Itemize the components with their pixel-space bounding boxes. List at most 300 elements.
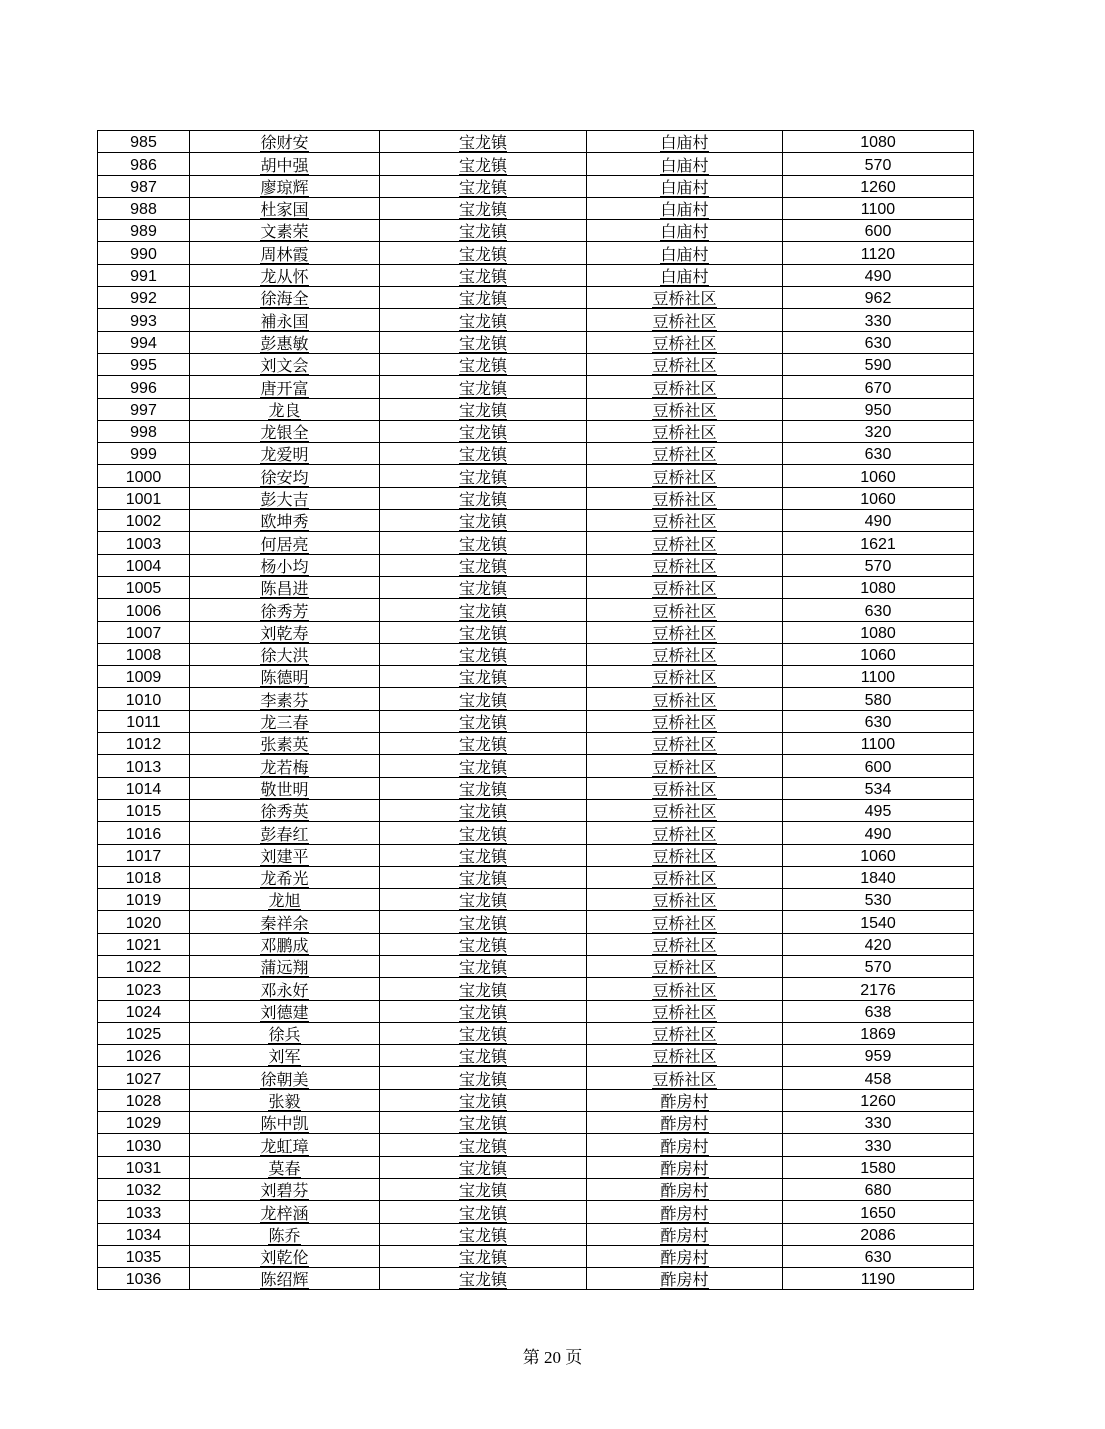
town-text: 宝龙镇 (458, 556, 507, 576)
town-cell (380, 889, 587, 911)
name-cell (190, 666, 380, 688)
town-cell (380, 666, 587, 688)
name-cell (190, 1223, 380, 1245)
row-number-cell: 995 (98, 353, 190, 375)
village-text: 豆桥社区 (652, 1002, 717, 1022)
row-number-cell: 1036 (98, 1268, 190, 1290)
town-cell (380, 264, 587, 286)
village-text: 豆桥社区 (652, 668, 717, 688)
name-cell (190, 599, 380, 621)
amount-cell: 570 (783, 153, 974, 175)
village-text: 豆桥社区 (652, 556, 717, 576)
name-text: 龙虹璋 (260, 1136, 309, 1156)
village-cell (587, 643, 783, 665)
town-text: 宝龙镇 (458, 1114, 507, 1134)
table-row (98, 131, 974, 153)
name-text: 邓鹏成 (260, 935, 309, 955)
village-cell (587, 331, 783, 353)
table-row (98, 978, 974, 1000)
name-text: 文素荣 (260, 222, 309, 242)
name-text: 刘建平 (260, 846, 309, 866)
row-number-cell: 990 (98, 242, 190, 264)
row-number-cell: 999 (98, 443, 190, 465)
village-cell (587, 309, 783, 331)
town-text: 宝龙镇 (458, 1069, 507, 1089)
row-number-cell: 1023 (98, 978, 190, 1000)
village-cell (587, 1089, 783, 1111)
amount-cell: 680 (783, 1178, 974, 1200)
town-cell (380, 933, 587, 955)
town-cell (380, 1045, 587, 1067)
village-cell (587, 398, 783, 420)
table-row (98, 175, 974, 197)
name-text: 刘乾伦 (260, 1248, 309, 1268)
row-number-cell: 1027 (98, 1067, 190, 1089)
village-text: 白庙村 (660, 177, 709, 197)
town-text: 宝龙镇 (458, 1248, 507, 1268)
name-text: 陈昌进 (260, 579, 309, 599)
amount-cell: 1060 (783, 643, 974, 665)
amount-cell: 490 (783, 264, 974, 286)
town-text: 宝龙镇 (458, 1136, 507, 1156)
town-text: 宝龙镇 (458, 333, 507, 353)
name-text: 莫春 (268, 1158, 301, 1178)
name-text: 陈乔 (268, 1225, 301, 1245)
town-text: 宝龙镇 (458, 935, 507, 955)
village-text: 白庙村 (660, 267, 709, 287)
name-text: 刘军 (268, 1047, 301, 1067)
amount-cell: 630 (783, 331, 974, 353)
town-text: 宝龙镇 (458, 1225, 507, 1245)
amount-cell: 630 (783, 1245, 974, 1267)
village-text: 豆桥社区 (652, 378, 717, 398)
name-text: 龙银全 (260, 423, 309, 443)
amount-cell: 1100 (783, 197, 974, 219)
village-cell (587, 287, 783, 309)
village-text: 豆桥社区 (652, 289, 717, 309)
town-text: 宝龙镇 (458, 713, 507, 733)
village-text: 豆桥社区 (652, 490, 717, 510)
village-text: 豆桥社区 (652, 311, 717, 331)
town-text: 宝龙镇 (458, 490, 507, 510)
name-cell (190, 1000, 380, 1022)
name-cell (190, 621, 380, 643)
name-text: 徐安均 (260, 467, 309, 487)
village-text: 豆桥社区 (652, 846, 717, 866)
name-cell (190, 733, 380, 755)
amount-cell: 630 (783, 710, 974, 732)
name-cell (190, 1178, 380, 1200)
town-cell (380, 131, 587, 153)
table-row (98, 197, 974, 219)
name-cell (190, 911, 380, 933)
amount-cell: 1650 (783, 1201, 974, 1223)
name-cell (190, 420, 380, 442)
name-cell (190, 353, 380, 375)
name-text: 李素芬 (260, 690, 309, 710)
amount-cell: 950 (783, 398, 974, 420)
village-cell (587, 955, 783, 977)
village-text: 豆桥社区 (652, 1047, 717, 1067)
town-cell (380, 398, 587, 420)
name-text: 廖琼辉 (260, 177, 309, 197)
town-cell (380, 799, 587, 821)
village-cell (587, 1201, 783, 1223)
row-number-cell: 998 (98, 420, 190, 442)
name-cell (190, 443, 380, 465)
table-body (98, 131, 974, 1290)
name-text: 张毅 (268, 1092, 301, 1112)
village-cell (587, 1268, 783, 1290)
village-text: 豆桥社区 (652, 1025, 717, 1045)
village-text: 豆桥社区 (652, 646, 717, 666)
table-row (98, 1156, 974, 1178)
town-cell (380, 554, 587, 576)
village-text: 酢房村 (660, 1114, 709, 1134)
village-cell (587, 1178, 783, 1200)
name-text: 刘碧芬 (260, 1181, 309, 1201)
row-number-cell: 1005 (98, 576, 190, 598)
row-number-cell: 1029 (98, 1112, 190, 1134)
village-cell (587, 532, 783, 554)
table-row (98, 911, 974, 933)
row-number-cell: 1011 (98, 710, 190, 732)
row-number-cell: 1002 (98, 510, 190, 532)
town-text: 宝龙镇 (458, 779, 507, 799)
table-row (98, 576, 974, 598)
amount-cell: 490 (783, 822, 974, 844)
table-row (98, 733, 974, 755)
row-number-cell: 1022 (98, 955, 190, 977)
row-number-cell: 993 (98, 309, 190, 331)
town-text: 宝龙镇 (458, 668, 507, 688)
amount-cell: 2086 (783, 1223, 974, 1245)
name-cell (190, 799, 380, 821)
table-row (98, 710, 974, 732)
name-cell (190, 376, 380, 398)
town-cell (380, 822, 587, 844)
name-text: 邓永好 (260, 980, 309, 1000)
town-text: 宝龙镇 (458, 534, 507, 554)
row-number-cell: 1035 (98, 1245, 190, 1267)
village-cell (587, 487, 783, 509)
amount-cell: 458 (783, 1067, 974, 1089)
village-text: 豆桥社区 (652, 802, 717, 822)
village-cell (587, 688, 783, 710)
town-cell (380, 1112, 587, 1134)
name-text: 彭惠敏 (260, 333, 309, 353)
town-text: 宝龙镇 (458, 913, 507, 933)
name-text: 刘乾寿 (260, 623, 309, 643)
town-text: 宝龙镇 (458, 824, 507, 844)
name-cell (190, 465, 380, 487)
row-number-cell: 1001 (98, 487, 190, 509)
town-text: 宝龙镇 (458, 244, 507, 264)
name-text: 龙从怀 (260, 267, 309, 287)
town-text: 宝龙镇 (458, 1002, 507, 1022)
village-cell (587, 978, 783, 1000)
town-text: 宝龙镇 (458, 133, 507, 153)
village-text: 酢房村 (660, 1225, 709, 1245)
town-text: 宝龙镇 (458, 200, 507, 220)
name-text: 彭春红 (260, 824, 309, 844)
name-text: 刘文会 (260, 356, 309, 376)
village-text: 豆桥社区 (652, 534, 717, 554)
village-cell (587, 666, 783, 688)
village-text: 豆桥社区 (652, 445, 717, 465)
village-text: 豆桥社区 (652, 333, 717, 353)
amount-cell: 330 (783, 1134, 974, 1156)
row-number-cell: 1006 (98, 599, 190, 621)
town-cell (380, 1022, 587, 1044)
row-number-cell: 1024 (98, 1000, 190, 1022)
village-cell (587, 1223, 783, 1245)
town-text: 宝龙镇 (458, 601, 507, 621)
name-text: 秦祥余 (260, 913, 309, 933)
name-text: 龙三春 (260, 713, 309, 733)
name-cell (190, 131, 380, 153)
name-text: 何居亮 (260, 534, 309, 554)
town-text: 宝龙镇 (458, 579, 507, 599)
amount-cell: 2176 (783, 978, 974, 1000)
town-cell (380, 376, 587, 398)
name-cell (190, 955, 380, 977)
amount-cell: 534 (783, 777, 974, 799)
name-cell (190, 532, 380, 554)
table-row (98, 1000, 974, 1022)
name-text: 龙旭 (268, 891, 301, 911)
name-text: 陈德明 (260, 668, 309, 688)
table-row (98, 599, 974, 621)
name-text: 蒲远翔 (260, 958, 309, 978)
village-text: 豆桥社区 (652, 980, 717, 1000)
table-row (98, 755, 974, 777)
town-cell (380, 1268, 587, 1290)
row-number-cell: 1017 (98, 844, 190, 866)
name-cell (190, 1268, 380, 1290)
town-text: 宝龙镇 (458, 400, 507, 420)
village-text: 豆桥社区 (652, 1069, 717, 1089)
name-cell (190, 175, 380, 197)
town-cell (380, 599, 587, 621)
amount-cell: 600 (783, 220, 974, 242)
row-number-cell: 1018 (98, 866, 190, 888)
amount-cell: 1080 (783, 621, 974, 643)
village-cell (587, 353, 783, 375)
name-cell (190, 1134, 380, 1156)
village-cell (587, 889, 783, 911)
village-cell (587, 197, 783, 219)
village-cell (587, 621, 783, 643)
village-text: 酢房村 (660, 1092, 709, 1112)
village-cell (587, 599, 783, 621)
town-cell (380, 1178, 587, 1200)
village-cell (587, 710, 783, 732)
name-text: 唐开富 (260, 378, 309, 398)
village-text: 豆桥社区 (652, 757, 717, 777)
table-row (98, 866, 974, 888)
village-text: 白庙村 (660, 244, 709, 264)
row-number-cell: 1025 (98, 1022, 190, 1044)
amount-cell: 580 (783, 688, 974, 710)
town-text: 宝龙镇 (458, 690, 507, 710)
table-row (98, 554, 974, 576)
amount-cell: 1080 (783, 131, 974, 153)
amount-cell: 1580 (783, 1156, 974, 1178)
table-row (98, 1178, 974, 1200)
name-text: 徐财安 (260, 133, 309, 153)
row-number-cell: 1016 (98, 822, 190, 844)
town-text: 宝龙镇 (458, 1025, 507, 1045)
name-text: 欧坤秀 (260, 512, 309, 532)
town-cell (380, 866, 587, 888)
town-cell (380, 331, 587, 353)
name-text: 敬世明 (260, 779, 309, 799)
village-text: 酢房村 (660, 1270, 709, 1290)
village-text: 酢房村 (660, 1136, 709, 1156)
village-cell (587, 131, 783, 153)
row-number-cell: 1009 (98, 666, 190, 688)
table-row (98, 1201, 974, 1223)
village-text: 豆桥社区 (652, 512, 717, 532)
table-row (98, 1268, 974, 1290)
village-text: 酢房村 (660, 1181, 709, 1201)
row-number-cell: 1030 (98, 1134, 190, 1156)
amount-cell: 320 (783, 420, 974, 442)
name-text: 徐大洪 (260, 646, 309, 666)
table-row (98, 353, 974, 375)
row-number-cell: 1010 (98, 688, 190, 710)
town-text: 宝龙镇 (458, 980, 507, 1000)
table-row (98, 465, 974, 487)
village-text: 豆桥社区 (652, 423, 717, 443)
village-text: 豆桥社区 (652, 824, 717, 844)
village-text: 豆桥社区 (652, 869, 717, 889)
name-text: 陈绍辉 (260, 1270, 309, 1290)
row-number-cell: 1034 (98, 1223, 190, 1245)
amount-cell: 638 (783, 1000, 974, 1022)
town-text: 宝龙镇 (458, 1158, 507, 1178)
table-row (98, 309, 974, 331)
table-row (98, 1223, 974, 1245)
name-text: 杜家国 (260, 200, 309, 220)
village-text: 白庙村 (660, 222, 709, 242)
village-text: 豆桥社区 (652, 623, 717, 643)
amount-cell: 630 (783, 443, 974, 465)
town-text: 宝龙镇 (458, 891, 507, 911)
amount-cell: 330 (783, 1112, 974, 1134)
table-row (98, 153, 974, 175)
table-row (98, 1089, 974, 1111)
town-text: 宝龙镇 (458, 177, 507, 197)
table-row (98, 1022, 974, 1044)
name-text: 周林霞 (260, 244, 309, 264)
table-row (98, 688, 974, 710)
village-cell (587, 220, 783, 242)
table-row (98, 331, 974, 353)
town-text: 宝龙镇 (458, 1270, 507, 1290)
name-cell (190, 688, 380, 710)
amount-cell: 1100 (783, 666, 974, 688)
name-text: 龙希光 (260, 869, 309, 889)
town-cell (380, 1089, 587, 1111)
name-cell (190, 1201, 380, 1223)
village-cell (587, 844, 783, 866)
village-cell (587, 777, 783, 799)
town-cell (380, 911, 587, 933)
table-row (98, 955, 974, 977)
row-number-cell: 1031 (98, 1156, 190, 1178)
village-cell (587, 1112, 783, 1134)
town-cell (380, 755, 587, 777)
table-row (98, 532, 974, 554)
name-cell (190, 242, 380, 264)
town-text: 宝龙镇 (458, 512, 507, 532)
town-cell (380, 465, 587, 487)
name-cell (190, 264, 380, 286)
name-cell (190, 331, 380, 353)
name-text: 杨小均 (260, 556, 309, 576)
village-text: 白庙村 (660, 155, 709, 175)
table-row (98, 1045, 974, 1067)
town-text: 宝龙镇 (458, 289, 507, 309)
town-cell (380, 643, 587, 665)
village-text: 豆桥社区 (652, 891, 717, 911)
table-row (98, 376, 974, 398)
row-number-cell: 1020 (98, 911, 190, 933)
town-cell (380, 710, 587, 732)
amount-cell: 959 (783, 1045, 974, 1067)
town-cell (380, 197, 587, 219)
village-cell (587, 175, 783, 197)
village-text: 白庙村 (660, 200, 709, 220)
town-cell (380, 287, 587, 309)
amount-cell: 600 (783, 755, 974, 777)
name-cell (190, 1245, 380, 1267)
name-text: 補永国 (260, 311, 309, 331)
row-number-cell: 989 (98, 220, 190, 242)
village-text: 豆桥社区 (652, 467, 717, 487)
amount-cell: 1190 (783, 1268, 974, 1290)
town-text: 宝龙镇 (458, 155, 507, 175)
row-number-cell: 1028 (98, 1089, 190, 1111)
row-number-cell: 1004 (98, 554, 190, 576)
town-cell (380, 309, 587, 331)
page-number: 第 20 页 (522, 1348, 583, 1367)
amount-cell: 590 (783, 353, 974, 375)
table-row (98, 487, 974, 509)
town-text: 宝龙镇 (458, 869, 507, 889)
name-cell (190, 866, 380, 888)
table-row (98, 889, 974, 911)
table-row (98, 1245, 974, 1267)
village-cell (587, 242, 783, 264)
name-text: 龙良 (268, 400, 301, 420)
town-text: 宝龙镇 (458, 267, 507, 287)
amount-cell: 1060 (783, 487, 974, 509)
town-cell (380, 420, 587, 442)
town-cell (380, 621, 587, 643)
name-cell (190, 978, 380, 1000)
village-cell (587, 510, 783, 532)
town-cell (380, 510, 587, 532)
table-row (98, 287, 974, 309)
name-cell (190, 510, 380, 532)
town-text: 宝龙镇 (458, 222, 507, 242)
town-cell (380, 532, 587, 554)
amount-cell: 1060 (783, 844, 974, 866)
row-number-cell: 1003 (98, 532, 190, 554)
